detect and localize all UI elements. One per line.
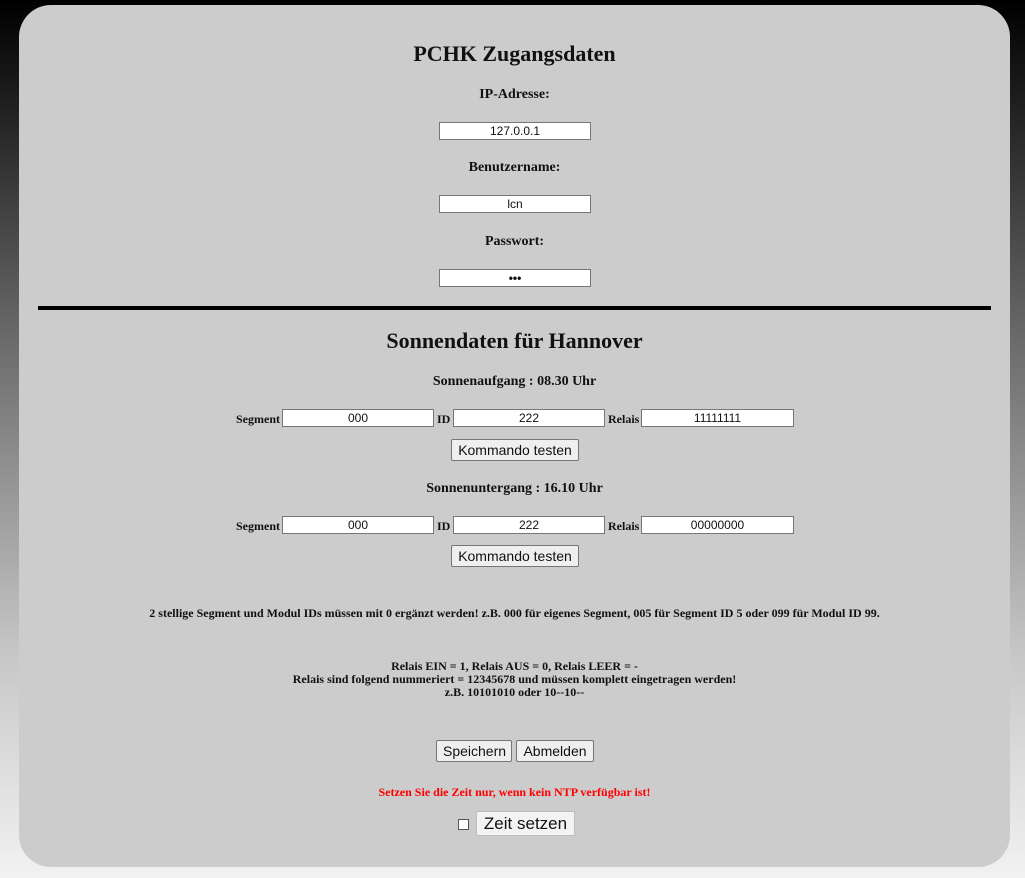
section-divider bbox=[38, 306, 991, 310]
save-button[interactable]: Speichern bbox=[436, 740, 512, 762]
pchk-title: PCHK Zugangsdaten bbox=[413, 41, 616, 66]
relais-line-2: Relais sind folgend nummeriert = 12345678 und müssen komplett eingetragen werden! bbox=[292, 672, 737, 686]
sunset-relais-label: Relais bbox=[608, 519, 640, 533]
pchk-section-title bbox=[19, 41, 1010, 67]
sunrise-heading: Sonnenaufgang : 08.30 Uhr bbox=[432, 374, 597, 389]
sun-section-title bbox=[19, 328, 1010, 354]
sunset-id-label: ID bbox=[437, 519, 451, 533]
set-time-checkbox[interactable] bbox=[458, 819, 469, 830]
relais-line-3: z.B. 10101010 oder 10--10-- bbox=[444, 685, 585, 699]
sunrise-relais-label: Relais bbox=[608, 412, 640, 426]
sunset-id-input[interactable] bbox=[453, 516, 605, 534]
ip-label: IP-Adresse: bbox=[479, 87, 550, 102]
relais-line-1: Relais EIN = 1, Relais AUS = 0, Relais LEER = - bbox=[391, 659, 638, 673]
ntp-warning: Setzen Sie die Zeit nur, wenn kein NTP verfügbar ist! bbox=[378, 785, 651, 799]
logout-button[interactable]: Abmelden bbox=[516, 740, 594, 762]
username-input[interactable] bbox=[439, 195, 591, 213]
ip-input[interactable] bbox=[439, 122, 591, 140]
username-label: Benutzername: bbox=[468, 160, 561, 175]
sunrise-relais-input[interactable] bbox=[641, 409, 794, 427]
password-label: Passwort: bbox=[484, 234, 545, 249]
sunset-relais-input[interactable] bbox=[641, 516, 794, 534]
sunrise-test-button[interactable]: Kommando testen bbox=[451, 439, 579, 461]
sunrise-segment-input[interactable] bbox=[282, 409, 434, 427]
set-time-button[interactable]: Zeit setzen bbox=[476, 811, 575, 836]
sunset-test-button[interactable]: Kommando testen bbox=[451, 545, 579, 567]
sunset-segment-input[interactable] bbox=[282, 516, 434, 534]
segment-hint: 2 stellige Segment und Modul IDs müssen mit 0 ergänzt werden! z.B. 000 für eigenes Segment, 005 für Segment ID 5 oder 099 für Modul ID 99. bbox=[149, 606, 880, 620]
main-panel bbox=[19, 5, 1010, 867]
sunrise-id-label: ID bbox=[437, 412, 451, 426]
sunrise-segment-label: Segment bbox=[236, 412, 280, 426]
sunset-segment-label: Segment bbox=[236, 519, 280, 533]
sun-title: Sonnendaten für Hannover bbox=[386, 328, 643, 353]
sunrise-id-input[interactable] bbox=[453, 409, 605, 427]
password-input[interactable] bbox=[439, 269, 591, 287]
sunset-heading: Sonnenuntergang : 16.10 Uhr bbox=[426, 481, 603, 496]
